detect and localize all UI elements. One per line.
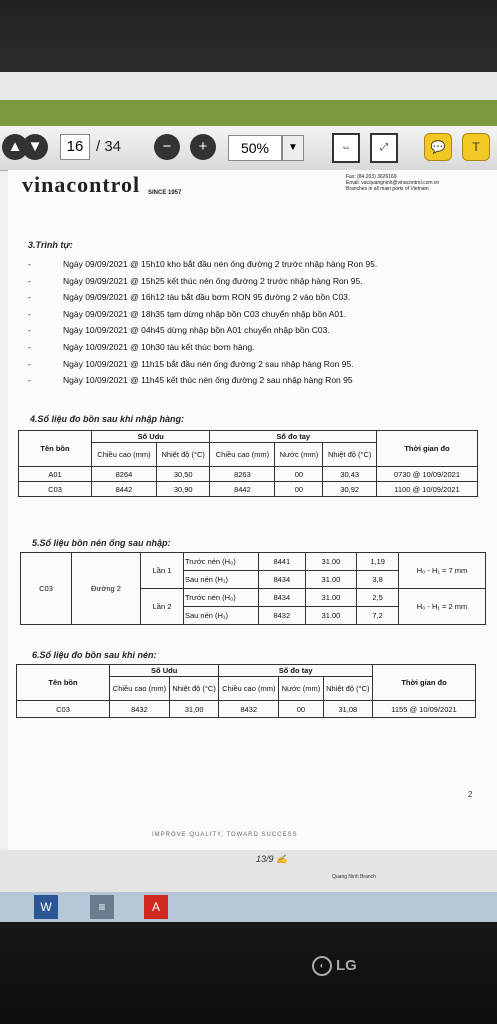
footer-slogan: IMPROVE QUALITY, TOWARD SUCCESS <box>152 832 298 838</box>
pdf-toolbar <box>0 126 497 171</box>
zoom-in-icon[interactable]: + <box>190 134 216 160</box>
monitor-bezel-top <box>0 0 497 72</box>
list-item: - Ngày 09/09/2021 @ 16h12 tàu bắt đầu bơm RON 95 đường 2 vào bồn C03. <box>28 289 377 306</box>
fit-page-icon[interactable]: ⤢ <box>370 133 398 163</box>
page-number-label: 2 <box>468 790 473 799</box>
list-item: - Ngày 09/09/2021 @ 15h10 kho bắt đầu nén ống đường 2 trước nhập hàng Ron 95. <box>28 256 377 273</box>
branch-label: Quang Ninh Branch <box>332 874 376 880</box>
word-icon[interactable]: W <box>34 895 58 919</box>
page-down-icon[interactable]: ▼ <box>22 134 48 160</box>
table-row: C03 Đường 2 Lần 1 Trước nén (H₀) 8441 31.00 1,19 H₀ - H₁ = 7 mm <box>21 553 486 571</box>
next-page-preview <box>0 850 497 892</box>
monitor-screen <box>0 72 497 922</box>
pdf-page <box>8 170 497 850</box>
steps-list <box>28 256 377 389</box>
table-row: C03 8442 30,90 8442 00 30,92 1100 @ 10/09/2021 <box>19 482 478 497</box>
company-logo: vinacontrol <box>22 172 141 197</box>
typewriter-icon[interactable]: T <box>462 133 490 161</box>
list-item: - Ngày 10/09/2021 @ 10h30 tàu kết thúc bơm hàng. <box>28 339 377 356</box>
lg-logo-icon: ◐ <box>312 956 332 976</box>
table-row: Lần 2 Trước nén (H₀) 8434 31.00 2,5 H₀ - H₁ = 2 mm <box>21 589 486 607</box>
comment-icon[interactable]: 💬 <box>424 133 452 161</box>
zoom-level-input[interactable]: 50% <box>228 135 282 161</box>
monitor-bezel-bottom <box>0 922 497 1024</box>
signature: 13/9 ✍ <box>256 854 288 864</box>
monitor-logo: ◐ LG <box>312 956 357 976</box>
line-compression-table <box>20 552 486 625</box>
contact-block: Fax: (84.203) 3626169 Email: vacquangninh@vinacontrol.com.vn Branches in all main ports of Vietnam <box>346 174 440 192</box>
list-item: - Ngày 10/09/2021 @ 11h15 bắt đầu nén ống đường 2 sau nhập hàng Ron 95. <box>28 356 377 373</box>
list-item: - Ngày 09/09/2021 @ 15h25 kết thúc nén ống đường 2 trước nhập hàng Ron 95. <box>28 273 377 290</box>
fit-width-icon[interactable]: ⇔ <box>332 133 360 163</box>
table-row: Sau nén (H₁) 8432 31.00 7,2 <box>21 607 486 625</box>
table-row: C03 8432 31,00 8432 00 31,08 1155 @ 10/09/2021 <box>17 701 476 718</box>
app-banner <box>0 100 497 126</box>
section6-title: 6.Số liệu đo bồn sau khi nén: <box>32 650 157 660</box>
tank-table-after-compression: Tên bồn Số Udu Số đo tay Thời gian đo Chiều cao (mm) Nhiệt độ (°C) Chiều cao (mm) Nước (mm) Nhiệt độ (°C) C03 8432 31,00 8432 00 31,08 1155 @ 10/09/2021 <box>16 664 476 718</box>
list-item: - Ngày 10/09/2021 @ 11h45 kết thúc nén ống đường 2 sau nhập hàng Ron 95 <box>28 372 377 389</box>
acrobat-icon[interactable]: A <box>144 895 168 919</box>
page-up-icon[interactable]: ▲ <box>2 134 28 160</box>
list-item: - Ngày 10/09/2021 @ 04h45 dừng nhập bồn A01 chuyển nhập bồn C03. <box>28 322 377 339</box>
taskbar <box>0 892 497 922</box>
section3-title: 3.Trình tự: <box>28 240 73 250</box>
page-number-input[interactable]: 16 <box>60 134 90 160</box>
section4-title: 4.Số liệu đo bồn sau khi nhập hàng: <box>30 414 185 424</box>
table-row: Sau nén (H₁) 8434 31.00 3,8 <box>21 571 486 589</box>
window-titlebar <box>0 72 497 100</box>
zoom-out-icon[interactable]: − <box>154 134 180 160</box>
page-total-label: / 34 <box>96 138 122 155</box>
tank-table-after-import: Tên bồn Số Udu Số đo tay Thời gian đo Chiều cao (mm) Nhiệt độ (°C) Chiều cao (mm) Nước (mm) Nhiệt độ (°C) A01 8264 30,50 8263 00 30,43 0730 @ 10/09/2021 C03 8442 30,90 8442 00 30,92 1100 @ 10/09/2021 <box>18 430 478 497</box>
logo-since: SINCE 1957 <box>148 190 182 196</box>
scanner-app-icon[interactable]: ≡ <box>90 895 114 919</box>
zoom-dropdown-icon[interactable]: ▼ <box>282 135 304 161</box>
list-item: - Ngày 09/09/2021 @ 18h35 tạm dừng nhập bồn C03 chuyển nhập bồn A01. <box>28 306 377 323</box>
section5-title: 5.Số liệu bồn nén ống sau nhập: <box>32 538 171 548</box>
table-row: A01 8264 30,50 8263 00 30,43 0730 @ 10/09/2021 <box>19 467 478 482</box>
